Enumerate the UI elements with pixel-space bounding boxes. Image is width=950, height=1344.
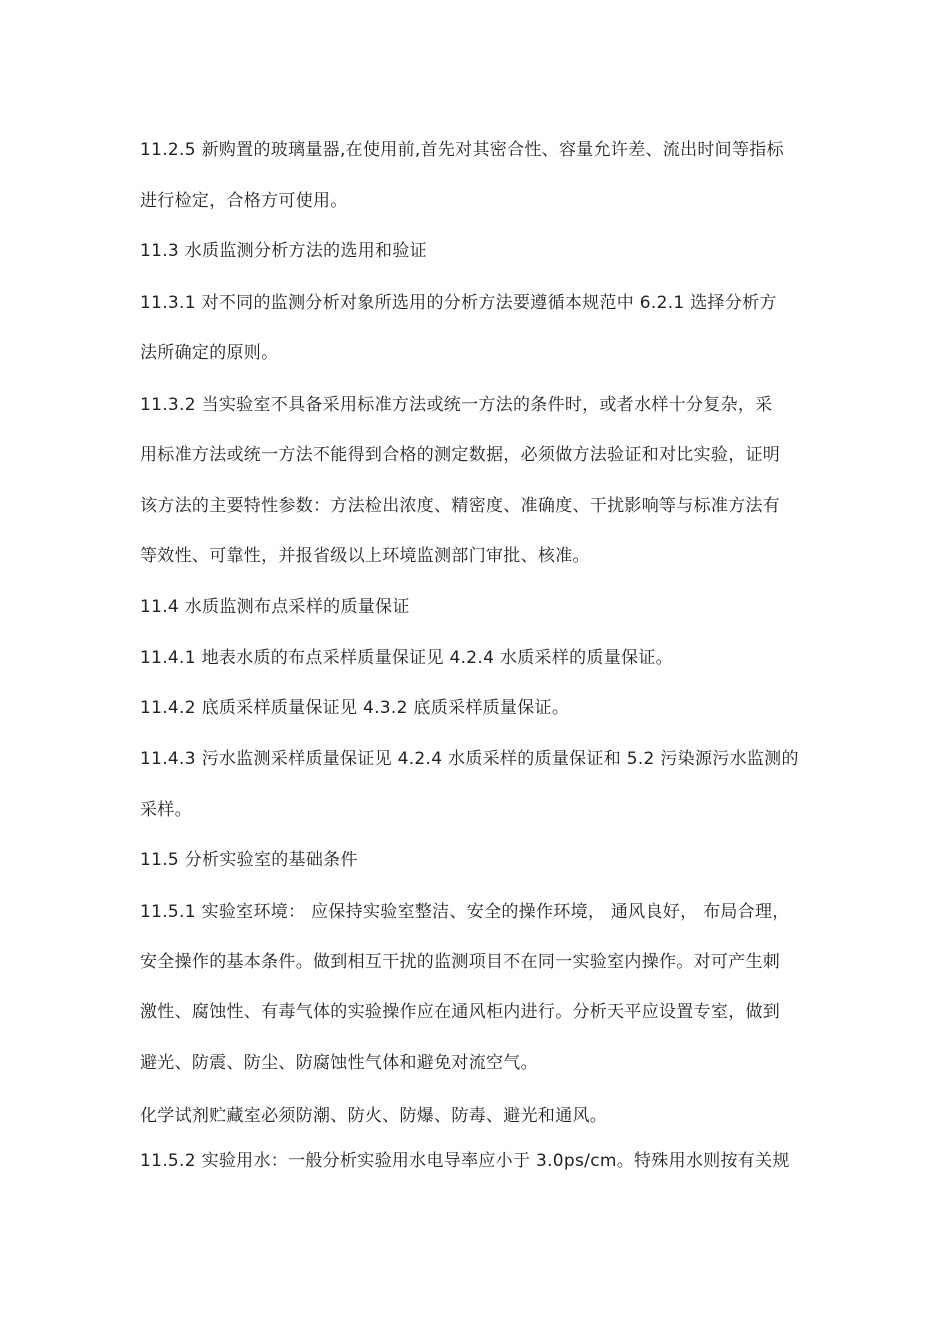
text-line: 11.5.2 实验用水：一般分析实验用水电导率应小于 3.0ps/cm。特殊用水则按有关规 bbox=[140, 1151, 790, 1171]
section-heading: 11.5 分析实验室的基础条件 bbox=[140, 850, 358, 870]
text-line: 11.3.1 对不同的监测分析对象所选用的分析方法要遵循本规范中 6.2.1 选择分析方 bbox=[140, 293, 777, 313]
section-heading: 11.4 水质监测布点采样的质量保证 bbox=[140, 597, 410, 617]
text-line: 该方法的主要特性参数：方法检出浓度、精密度、准确度、干扰影响等与标准方法有 bbox=[140, 496, 781, 516]
text-line: 11.2.5 新购置的玻璃量器,在使用前,首先对其密合性、容量允许差、流出时间等指标 bbox=[140, 140, 784, 160]
text-line: 激性、腐蚀性、有毒气体的实验操作应在通风柜内进行。分析天平应设置专室，做到 bbox=[140, 1002, 781, 1022]
text-line: 进行检定，合格方可使用。 bbox=[140, 191, 348, 211]
text-line: 安全操作的基本条件。做到相互干扰的监测项目不在同一实验室内操作。对可产生刺 bbox=[140, 952, 781, 972]
text-line: 11.3.2 当实验室不具备采用标准方法或统一方法的条件时，或者水样十分复杂，采 bbox=[140, 395, 773, 415]
section-heading: 11.3 水质监测分析方法的选用和验证 bbox=[140, 241, 427, 261]
text-line: 避光、防震、防尘、防腐蚀性气体和避免对流空气。 bbox=[140, 1053, 538, 1073]
text-line: 法所确定的原则。 bbox=[140, 343, 279, 363]
text-line: 11.5.1 实验室环境： 应保持实验室整洁、安全的操作环境， 通风良好， 布局合理， bbox=[140, 902, 790, 922]
text-line: 11.4.1 地表水质的布点采样质量保证见 4.2.4 水质采样的质量保证。 bbox=[140, 648, 673, 668]
text-line: 采样。 bbox=[140, 800, 192, 820]
text-line: 等效性、可靠性，并报省级以上环境监测部门审批、核准。 bbox=[140, 546, 590, 566]
text-line: 化学试剂贮藏室必须防潮、防火、防爆、防毒、避光和通风。 bbox=[140, 1106, 608, 1126]
text-line: 11.4.2 底质采样质量保证见 4.3.2 底质采样质量保证。 bbox=[140, 698, 570, 718]
text-line: 用标准方法或统一方法不能得到合格的测定数据，必须做方法验证和对比实验，证明 bbox=[140, 445, 781, 465]
text-line: 11.4.3 污水监测采样质量保证见 4.2.4 水质采样的质量保证和 5.2 污染源污水监测的 bbox=[140, 749, 799, 769]
